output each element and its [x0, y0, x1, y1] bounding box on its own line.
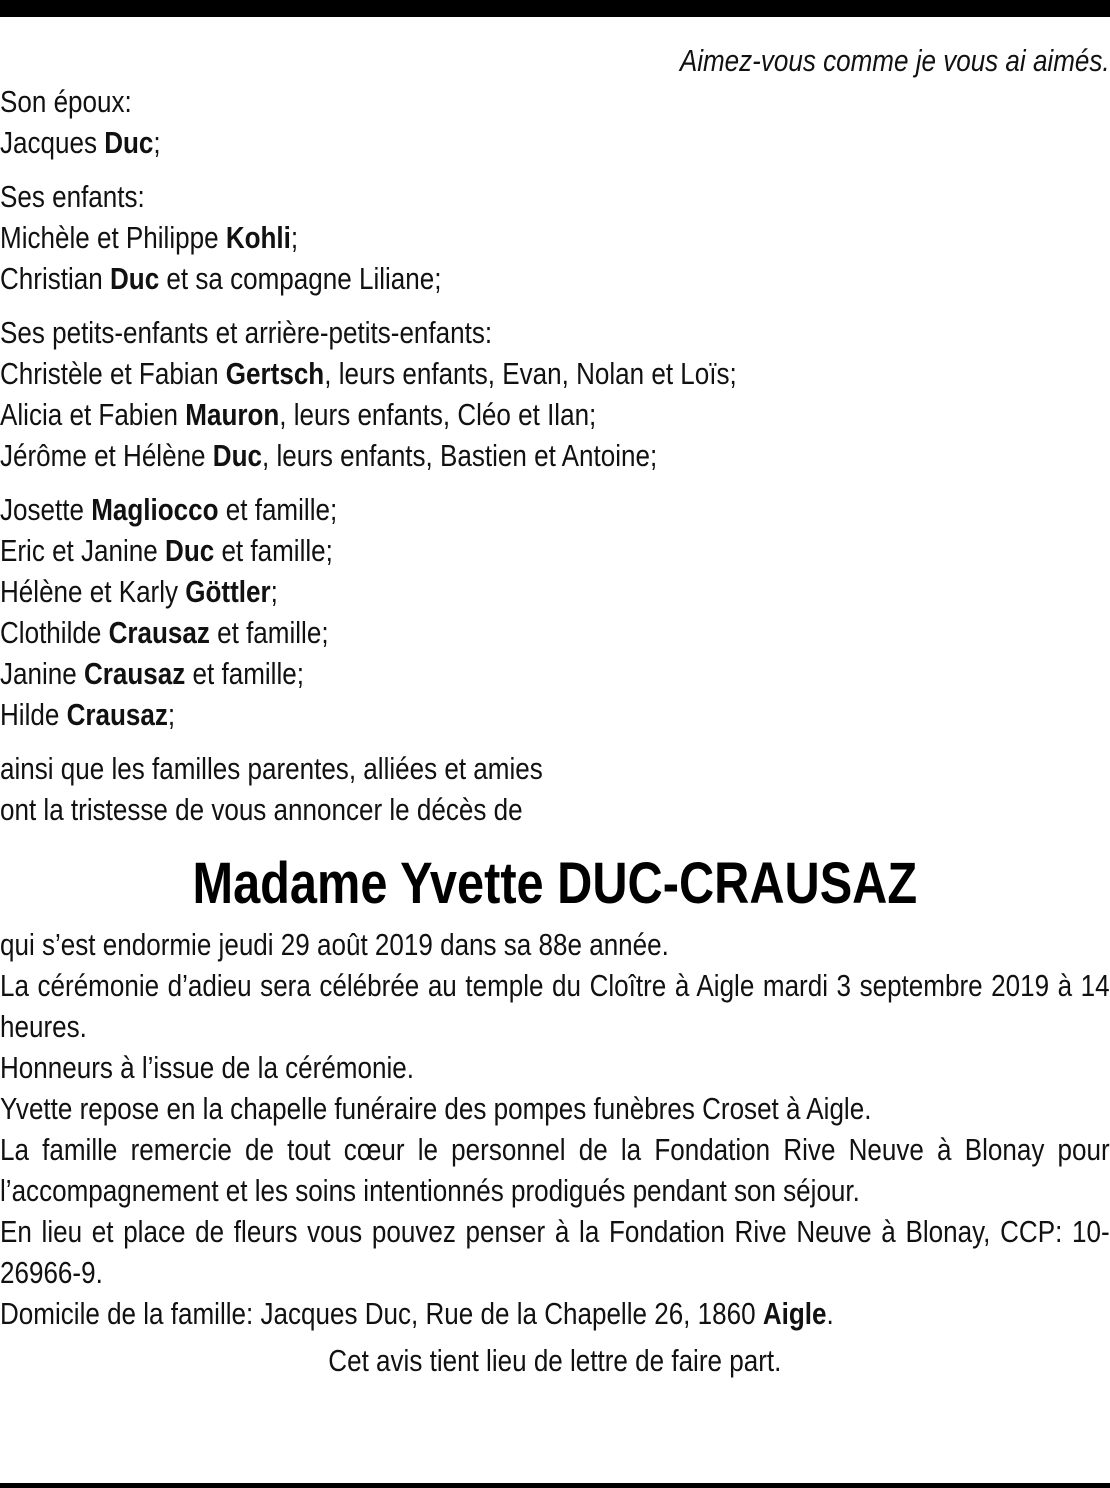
announcement-line: ainsi que les familles parentes, alliées et amies	[0, 751, 543, 786]
grandchild-line	[0, 435, 1110, 476]
family-address-end: .	[826, 1296, 834, 1331]
relative-names: Josette	[0, 492, 92, 527]
relative-surname: Crausaz	[83, 656, 186, 691]
grandchild-surname: Gertsch	[225, 356, 325, 391]
relative-line	[0, 612, 1110, 653]
relative-names: Clothilde	[0, 615, 109, 650]
death-date-text: qui s’est endormie jeudi 29 août 2019 dans sa 88e année.	[0, 927, 669, 962]
child-line	[0, 258, 1110, 299]
relative-names: Janine	[0, 656, 84, 691]
spouse-section	[0, 81, 1110, 163]
spouse-heading: Son époux:	[0, 84, 132, 119]
relative-surname: Crausaz	[66, 697, 168, 732]
grandchild-line-end: , leurs enfants, Cléo et Ilan;	[279, 397, 597, 432]
child-names: Christian	[0, 261, 110, 296]
relative-line-end: ;	[167, 697, 176, 732]
relative-names: Eric et Janine	[0, 533, 166, 568]
grandchild-line	[0, 394, 1110, 435]
announcement-line: ont la tristesse de vous annoncer le décès de	[0, 792, 523, 827]
spouse-line	[0, 122, 1110, 163]
spouse-line-end: ;	[153, 125, 161, 160]
relative-line-end: et famille;	[209, 615, 329, 650]
grandchild-names: Jérôme et Hélène	[0, 438, 213, 473]
child-surname: Kohli	[225, 220, 291, 255]
bottom-rule	[0, 1483, 1110, 1488]
announcement-section	[0, 748, 1110, 830]
relative-line	[0, 530, 1110, 571]
relative-surname: Duc	[165, 533, 215, 568]
grandchild-names: Alicia et Fabien	[0, 397, 186, 432]
relative-line-end: et famille;	[185, 656, 304, 691]
relative-line-end: ;	[270, 574, 278, 609]
grandchild-surname: Mauron	[185, 397, 280, 432]
family-address-text: Domicile de la famille: Jacques Duc, Rue de la Chapelle 26, 1860	[0, 1296, 763, 1331]
relative-surname: Crausaz	[108, 615, 210, 650]
grandchild-surname: Duc	[212, 438, 262, 473]
grandchild-line	[0, 353, 1110, 394]
relative-surname: Göttler	[185, 574, 271, 609]
child-names: Michèle et Philippe	[0, 220, 226, 255]
honors-text: Honneurs à l’issue de la cérémonie.	[0, 1050, 414, 1085]
family-address-city: Aigle	[762, 1296, 827, 1331]
relative-line	[0, 694, 1110, 735]
grandchildren-heading: Ses petits-enfants et arrière-petits-enfants:	[0, 315, 493, 350]
ceremony-text: La cérémonie d’adieu sera célébrée au temple du Cloître à Aigle mardi 3 septembre 2019 à 14 heures.	[0, 968, 1110, 1044]
child-line	[0, 217, 1110, 258]
top-rule	[0, 0, 1110, 17]
child-surname: Duc	[109, 261, 160, 296]
relative-names: Hélène et Karly	[0, 574, 186, 609]
relative-line	[0, 571, 1110, 612]
relative-line-end: et famille;	[214, 533, 333, 568]
child-line-end: ;	[290, 220, 299, 255]
relative-line	[0, 653, 1110, 694]
relative-names: Hilde	[0, 697, 67, 732]
spouse-surname: Duc	[104, 125, 154, 160]
relative-line	[0, 489, 1110, 530]
relative-surname: Magliocco	[91, 492, 219, 527]
epigraph: Aimez-vous comme je vous ai aimés.	[679, 43, 1110, 78]
details-section	[0, 924, 1110, 1334]
children-section	[0, 176, 1110, 299]
thanks-text: La famille remercie de tout cœur le personnel de la Fondation Rive Neuve à Blonay pour l’accompagnement et les soins intentionnés prodigués pendant son séjour.	[0, 1132, 1110, 1208]
child-line-end: et sa compagne Liliane;	[159, 261, 442, 296]
grandchild-line-end: , leurs enfants, Evan, Nolan et Loïs;	[324, 356, 737, 391]
grandchildren-section	[0, 312, 1110, 476]
deceased-name: Madame Yvette DUC-CRAUSAZ	[192, 851, 918, 916]
spouse-first-name: Jacques	[0, 125, 105, 160]
donation-text: En lieu et place de fleurs vous pouvez penser à la Fondation Rive Neuve à Blonay, CCP: 10-26966-9.	[0, 1214, 1110, 1290]
obituary-notice	[0, 40, 1110, 1381]
family-address	[0, 1293, 1110, 1334]
relative-line-end: et famille;	[218, 492, 338, 527]
closing-note: Cet avis tient lieu de lettre de faire part.	[328, 1343, 782, 1378]
grandchild-names: Christèle et Fabian	[0, 356, 226, 391]
grandchild-line-end: , leurs enfants, Bastien et Antoine;	[261, 438, 658, 473]
children-heading: Ses enfants:	[0, 179, 145, 214]
relatives-section	[0, 489, 1110, 735]
chapel-text: Yvette repose en la chapelle funéraire des pompes funèbres Croset à Aigle.	[0, 1091, 872, 1126]
